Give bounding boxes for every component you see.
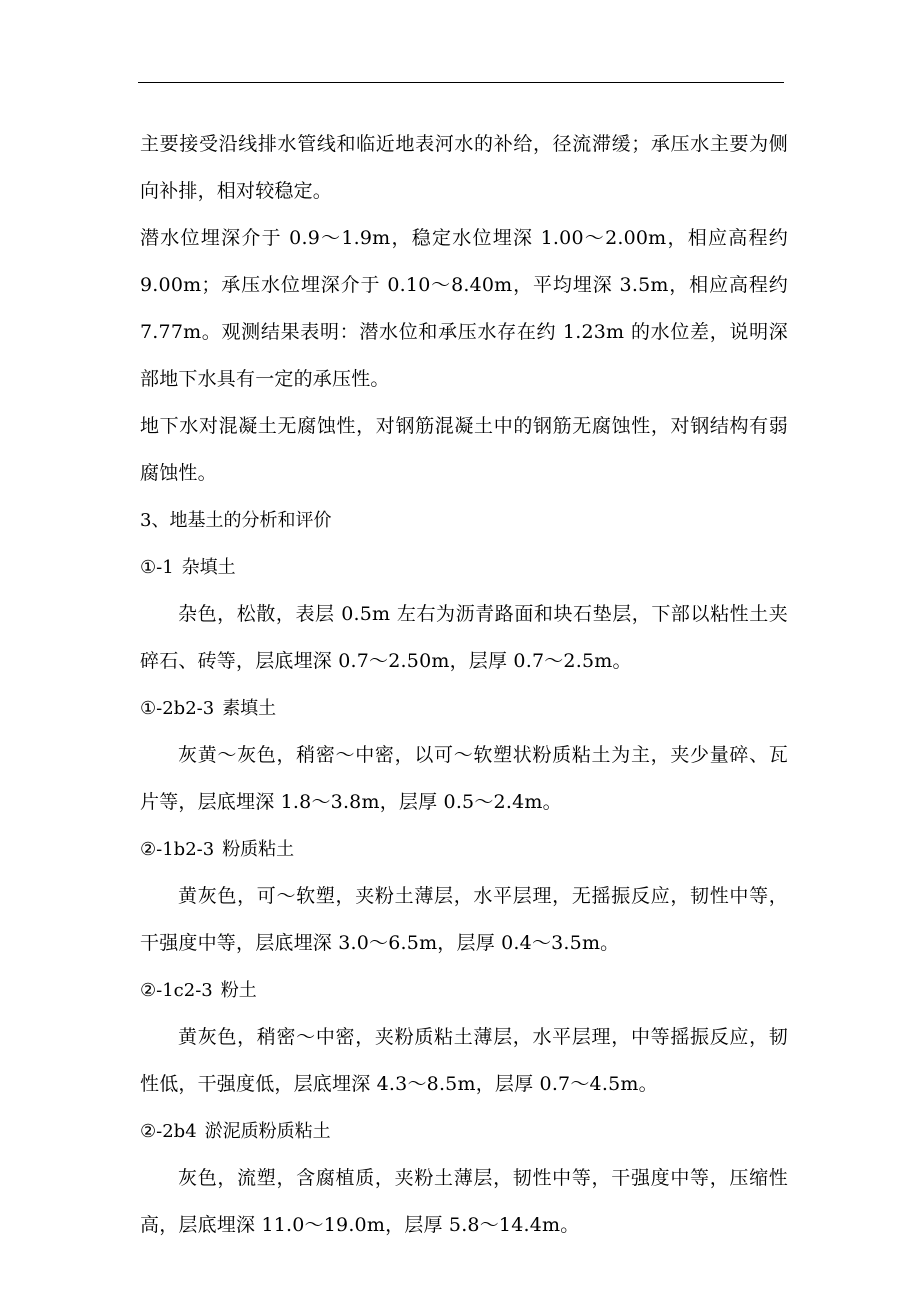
layer-code: ②-1b2-3 (140, 839, 215, 860)
layer-name: 杂填土 (181, 557, 236, 578)
layer-description: 杂色，松散，表层 0.5m 左右为沥青路面和块石垫层，下部以粘性土夹碎石、砖等，层底埋深 0.7～2.50m，层厚 0.7～2.5m。 (140, 603, 788, 672)
layer-name: 粉质粘土 (222, 839, 295, 860)
layer-code: ②-2b4 (140, 1121, 197, 1142)
layer-title (140, 685, 788, 732)
layer-title (140, 826, 788, 873)
layer-description: 灰黄～灰色，稍密～中密，以可～软塑状粉质粘土为主，夹少量碎、瓦片等，层底埋深 1.8～3.8m，层厚 0.5～2.4m。 (140, 744, 788, 813)
paragraph-recharge: 主要接受沿线排水管线和临近地表河水的补给，径流滞缓；承压水主要为侧向补排，相对较稳定。 (140, 133, 788, 202)
layer-code: ②-1c2-3 (140, 980, 213, 1001)
paragraph-water-levels: 潜水位埋深介于 0.9～1.9m，稳定水位埋深 1.00～2.00m，相应高程约 9.00m；承压水位埋深介于 0.10～8.40m，平均埋深 3.5m，相应高程约 7.77m。观测结果表明：潜水位和承压水存在约 1.23m 的水位差，说明深部地下水具有一定的承压性。 (140, 227, 788, 390)
layer-description: 黄灰色，可～软塑，夹粉土薄层，水平层理，无摇振反应，韧性中等，干强度中等，层底埋深 3.0～6.5m，层厚 0.4～3.5m。 (140, 885, 788, 954)
layer-title (140, 967, 788, 1014)
layer-description: 黄灰色，稍密～中密，夹粉质粘土薄层，水平层理，中等摇振反应，韧性低，干强度低，层底埋深 4.3～8.5m，层厚 0.7～4.5m。 (140, 1026, 788, 1095)
layer-name: 淤泥质粉质粘土 (204, 1121, 331, 1142)
header-rule (138, 82, 784, 83)
layer-description: 灰色，流塑，含腐植质，夹粉土薄层，韧性中等，干强度中等，压缩性高，层底埋深 11.0～19.0m，层厚 5.8～14.4m。 (140, 1167, 788, 1236)
layer-title (140, 544, 788, 591)
layer-name: 粉土 (220, 980, 257, 1001)
section-heading: 3、地基土的分析和评价 (140, 510, 332, 531)
layer-code: ①-1 (140, 557, 174, 578)
layer-title (140, 1108, 788, 1155)
paragraph-corrosion: 地下水对混凝土无腐蚀性，对钢筋混凝土中的钢筋无腐蚀性，对钢结构有弱腐蚀性。 (140, 415, 788, 484)
layer-code: ①-2b2-3 (140, 698, 215, 719)
layer-name: 素填土 (222, 698, 277, 719)
document-body (140, 121, 788, 1249)
